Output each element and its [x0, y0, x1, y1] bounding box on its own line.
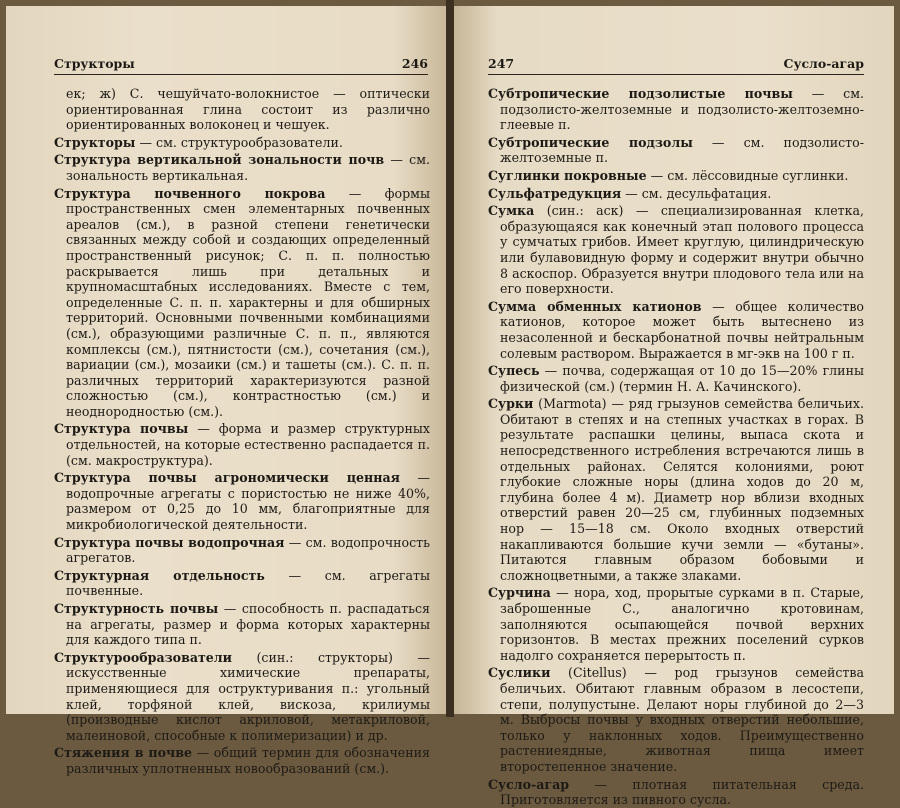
entry-term: Субтропические подзолистые почвы — [488, 86, 793, 101]
entry-definition: — плотная питательная среда. Приготовляется из пивного сусла. — [500, 776, 864, 808]
dictionary-entry — [54, 535, 430, 566]
entry-term: Стяжения в почве — [54, 745, 193, 761]
entry-definition: — см. десульфатация. — [621, 185, 772, 201]
entry-definition: (син.: структоры) — искусственные химические препараты, применяющиеся для оструктуривания п.: угольный клей, торфяной клей, вискоза, крилиумы (производные кислот акриловой, метакриловой, малеиновой, способные к полимеризации) и др. — [66, 649, 430, 743]
entry-definition: (Citellus) — род грызунов семейства беличьих. Обитают главным образом в лесостепи, степи, полупустыне. Делают норы глубиной до 2—3 м. Выбросы почвы у входных отверстий небольшие, только у наклонных ходов. Преимущественно растениеядные, животная пища имеет второстепенное значение. — [500, 665, 864, 774]
dictionary-entry — [488, 396, 864, 583]
dictionary-entry — [54, 421, 430, 468]
right-page-body — [488, 86, 864, 808]
dictionary-entry — [54, 135, 430, 151]
entry-definition: — общее количество катионов, которое может быть вытеснено из незасоленной и бескарбонатной почвы нейтральным солевым раствором. Выражается в мг-экв на 100 г п. — [500, 298, 864, 361]
dictionary-entry — [54, 568, 430, 599]
entry-term: Структоры — [54, 134, 136, 150]
dictionary-entry — [488, 665, 864, 774]
entry-definition: — см. агрегаты почвенные. — [66, 567, 430, 599]
entry-definition: — почва, содержащая от 10 до 15—20% глины физической (см.) (термин Н. А. Качинского). — [500, 363, 864, 394]
entry-term: Структура вертикальной зональности почв — [54, 152, 385, 168]
dictionary-entry — [488, 168, 864, 184]
entry-definition: — см. структурообразователи. — [135, 134, 343, 150]
dictionary-entry — [488, 299, 864, 361]
entry-definition: — нора, ход, прорытые сурками в п. Старые, заброшенные С., аналогично кротовинам, заполняются осыпающейся почвой верхних горизонтов. В местах прежних поселений сурков надолго сохраняется перерытость п. — [500, 585, 864, 663]
entry-term: Суглинки покровные — [488, 167, 647, 183]
entry-term: Сумка — [488, 203, 535, 219]
dictionary-entry — [54, 470, 430, 532]
left-page-number: 246 — [401, 56, 428, 71]
dictionary-entry — [488, 363, 864, 394]
entry-definition: (син.: аск) — специализированная клетка, образующаяся как конечный этап полового процесса у сумчатых грибов. Имеет круглую, цилиндрическую или булавовидную форму и содержит внутри обычно 8 аскоспор. Образуется внутри плодового тела или на его поверхности. — [500, 203, 864, 297]
entry-term: Сумма обменных катионов — [488, 298, 702, 314]
entry-term: Структурная отдельность — [54, 567, 265, 583]
dictionary-entry — [488, 86, 864, 133]
entry-definition: (Marmota) — ряд грызунов семейства беличьих. Обитают в степях и на степных участках в горах. В результате распашки целины, выпаса скота и непосредственного истребления встречаются лишь в отдельных районах. Селятся колониями, роют глубокие сложные норы (длина ходов до 20 м, глубина более 4 м). Диаметр нор вблизи входных отверстий равен 20—25 см, глубинных подземных нор — 15—18 см. Около входных отверстий накапливаются большие кучи земли — «бутаны». Питаются главным образом бобовыми и сложноцветными, а также злаками. — [500, 396, 864, 583]
entry-definition: — см. лёссовидные суглинки. — [646, 167, 849, 183]
right-header-title: Сусло-агар — [783, 56, 864, 71]
entry-term: Структурность почвы — [54, 601, 219, 616]
entry-definition: — см. зональность вертикальная. — [66, 152, 431, 183]
right-page-number: 247 — [488, 56, 515, 71]
dictionary-entry — [54, 186, 430, 420]
dictionary-entry — [488, 203, 864, 297]
right-running-header — [488, 56, 864, 75]
dictionary-entry — [488, 585, 864, 663]
left-running-header — [54, 56, 428, 75]
left-page — [6, 6, 446, 776]
entry-term: Субтропические подзолы — [488, 134, 693, 150]
dictionary-entry — [488, 135, 864, 166]
entry-definition: — форма и размер структурных отдельностей, на которые естественно распадается п. (см. макроструктура). — [66, 421, 430, 468]
entry-term: Суслики — [488, 665, 551, 681]
dictionary-entry — [54, 650, 430, 744]
entry-term: Супесь — [488, 363, 540, 379]
entry-term: Сурки — [488, 396, 534, 412]
entry-term: Структурообразователи — [54, 649, 233, 665]
entry-definition: — см. подзолисто-желтоземные и подзолисто-желтоземно-глеевые п. — [500, 86, 865, 133]
entry-definition: — общий термин для обозначения различных уплотненных новообразований (см.). — [66, 745, 430, 776]
entry-term: Сусло-агар — [488, 776, 570, 792]
dictionary-entry — [488, 186, 864, 202]
dictionary-entry: ек; ж) С. чешуйчато-волокнистое — оптически ориентированная глина состоит из различно ориентированных волоконец и чешуек. — [66, 86, 430, 133]
entry-definition: — водопрочные агрегаты с пористостью не ниже 40%, размером от 0,25 до 10 мм, благоприятные для микробиологической деятельности. — [66, 470, 430, 533]
dictionary-entry — [488, 777, 864, 808]
right-page — [454, 6, 894, 808]
entry-definition: — см. подзолисто-желтоземные п. — [500, 134, 864, 166]
entry-definition: — способность п. распадаться на агрегаты, размер и форма которых характерны для каждого типа п. — [66, 601, 430, 648]
left-page-body — [54, 86, 430, 777]
entry-term: Структура почвы водопрочная — [54, 534, 285, 550]
dictionary-entry — [54, 152, 430, 183]
book-gutter — [446, 0, 454, 717]
dictionary-entry — [54, 745, 430, 776]
entry-term: Сульфатредукция — [488, 185, 622, 201]
entry-term: Структура почвенного покрова — [54, 185, 326, 201]
entry-definition: — формы пространственных смен элементарных почвенных ареалов (см.), в разной степени генетически связанных между собой и создающих определенный пространственный рисунок; С. п. п. полностью раскрывается лишь при детальных и крупномасштабных исследованиях. Вместе с тем, определенные С. п. п. характерны и для обширных территорий. Основными почвенными комбинациями (см.), образующими различные С. п. п., являются комплексы (см.), пятнистости (см.), сочетания (см.), вариации (см.), мозаики (см.) и ташеты (см.). С. п. п. различных территорий характеризуются разной сложностью (см.), контрастностью (см.) и неоднородностью (см.). — [66, 185, 430, 419]
dictionary-entry — [54, 601, 430, 648]
entry-definition: — см. водопрочность агрегатов. — [66, 534, 430, 566]
entry-term: Сурчина — [488, 585, 551, 601]
left-header-title: Структоры — [54, 56, 135, 71]
entry-term: Структура почвы — [54, 421, 189, 437]
entry-term: Структура почвы агрономически ценная — [54, 470, 400, 486]
